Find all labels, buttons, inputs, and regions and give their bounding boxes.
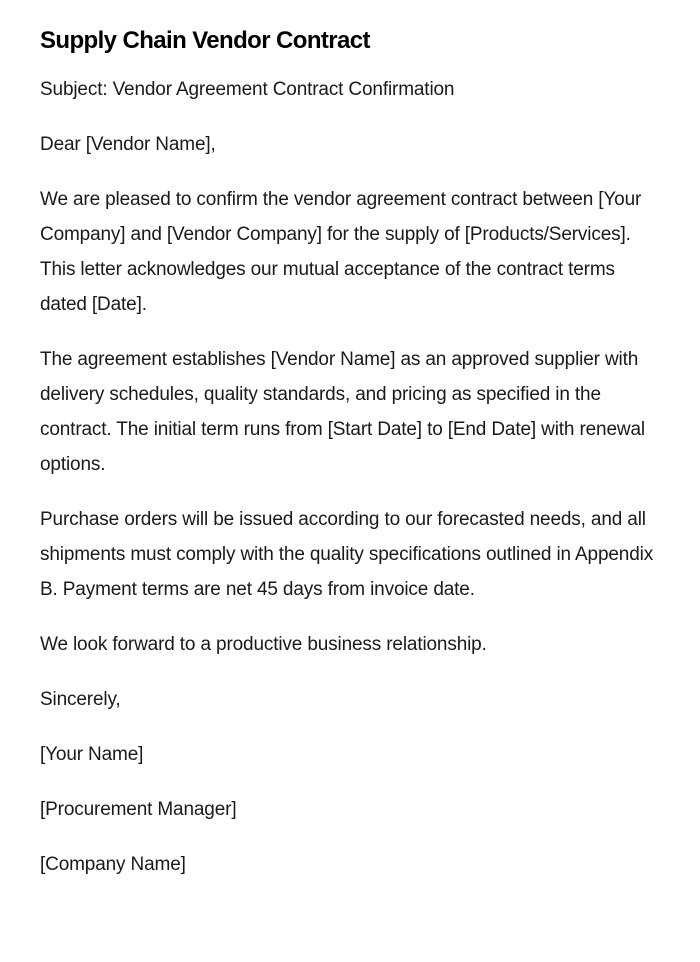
body-paragraph-orders: Purchase orders will be issued according to our forecasted needs, and all shipments must comply with the quality specifications outlined in Appendix B. Payment terms are net 45 days from invoice date.: [40, 509, 654, 600]
body-paragraph-terms: The agreement establishes [Vendor Name] as an approved supplier with delivery schedules, quality standards, and pricing as specified in the contract. The initial term runs from [Start Date] to [End Date] with renewal options.: [40, 349, 645, 475]
signature-company: [Company Name]: [40, 854, 186, 875]
signature-title: [Procurement Manager]: [40, 799, 237, 820]
document-title: Supply Chain Vendor Contract: [40, 27, 370, 54]
signature-name: [Your Name]: [40, 744, 144, 765]
subject-line: Subject: Vendor Agreement Contract Confirmation: [40, 79, 455, 100]
body-paragraph-confirmation: We are pleased to confirm the vendor agreement contract between [Your Company] and [Vendor Company] for the supply of [Products/Services]. This letter acknowledges our mutual acceptance of the contract terms dated [Date].: [40, 189, 642, 315]
body-paragraph-closing-remark: We look forward to a productive business relationship.: [40, 634, 487, 655]
closing: Sincerely,: [40, 689, 121, 710]
salutation: Dear [Vendor Name],: [40, 134, 216, 155]
